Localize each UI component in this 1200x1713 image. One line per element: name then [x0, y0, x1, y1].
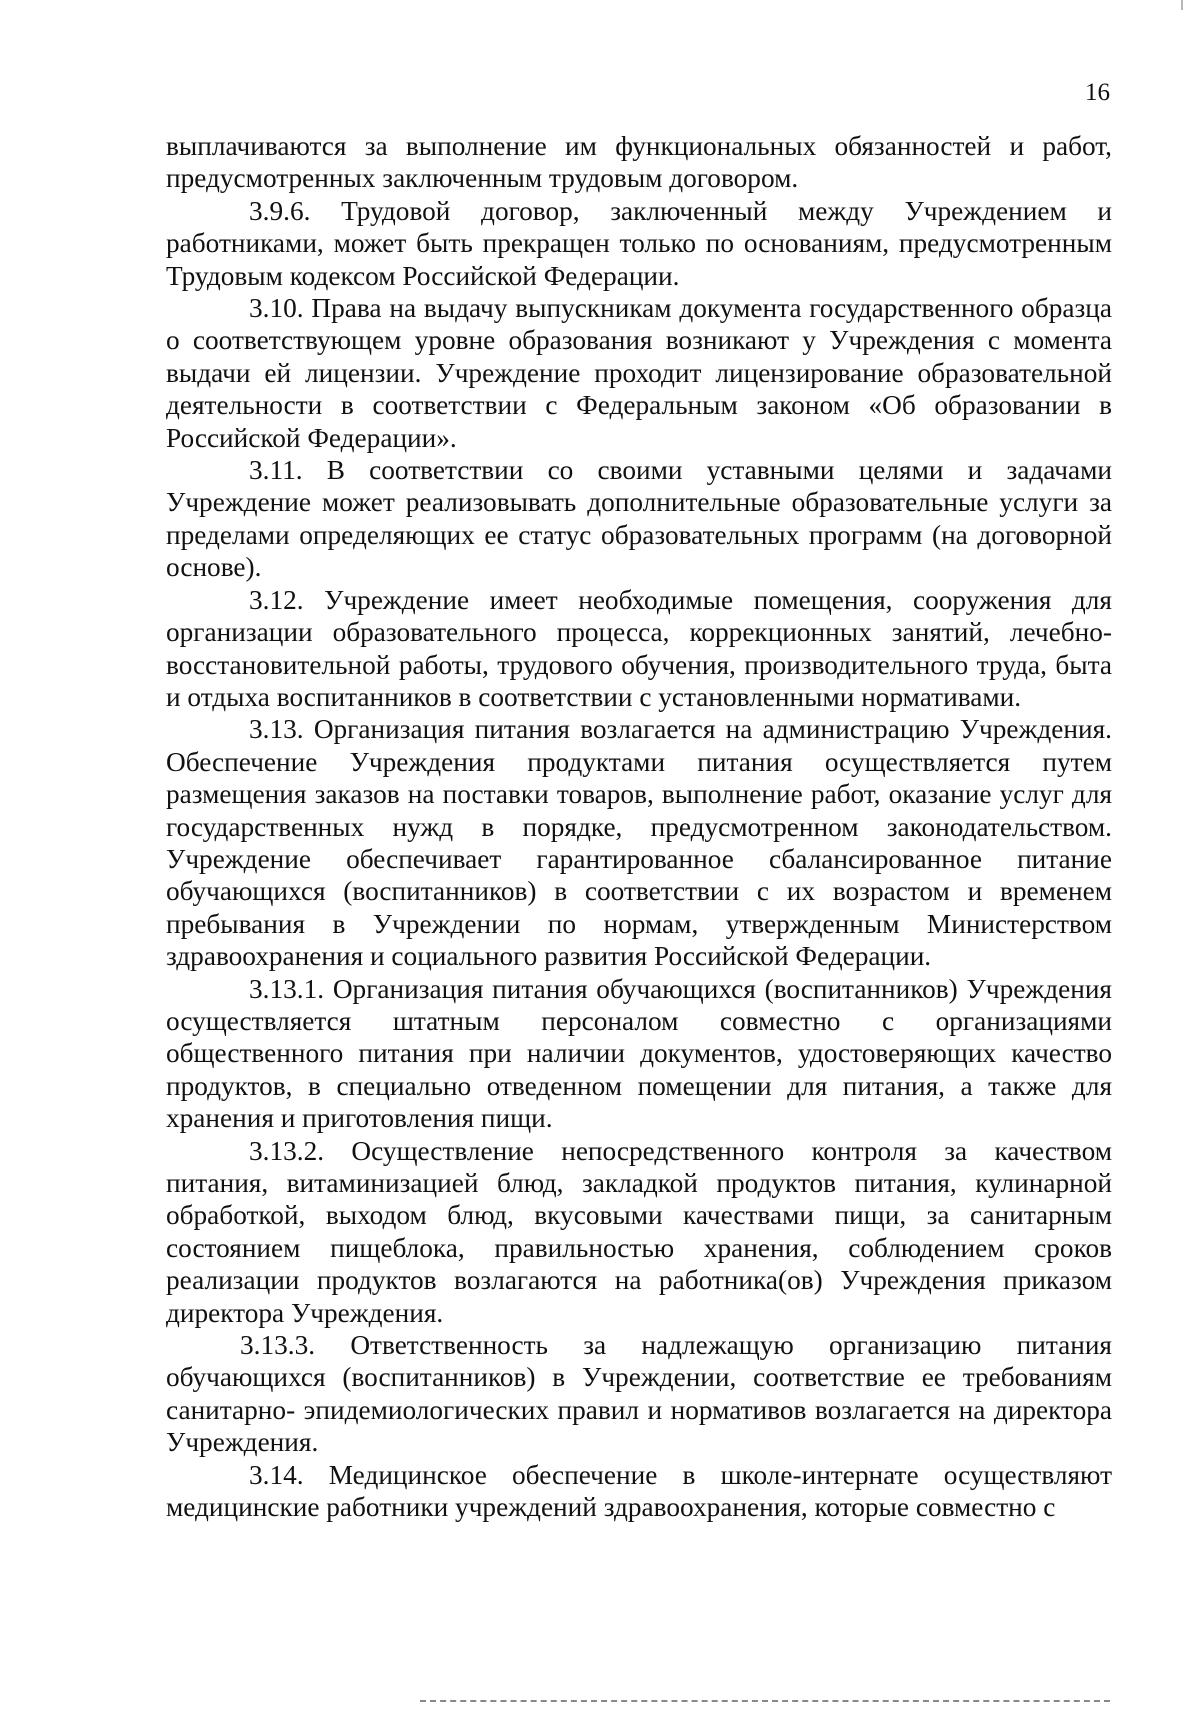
paragraph-3-14: 3.14. Медицинское обеспечение в школе-интернате осуществляют медицинские работники учреждений здравоохранения, которые совместно с — [166, 1459, 1112, 1523]
page-number: 16 — [1085, 79, 1110, 106]
paragraph-3-13-1: 3.13.1. Организация питания обучающихся (воспитанников) Учреждения осуществляется штатным персоналом совместно с организациями общественного питания при наличии документов, удостоверяющих качество продуктов, в специально отведенном помещении для питания, а также для хранения и приготовления пищи. — [166, 973, 1112, 1134]
scan-bottom-rule — [420, 1700, 1110, 1702]
paragraph-3-11: 3.11. В соответствии со своими уставными целями и задачами Учреждение может реализовывать дополнительные образовательные услуги за пределами определяющих ее статус образовательных программ (на договорной основе). — [166, 455, 1112, 583]
paragraph-3-9-6: 3.9.6. Трудовой договор, заключенный между Учреждением и работниками, может быть прекращен только по основаниям, предусмотренным Трудовым кодексом Российской Федерации. — [166, 195, 1112, 291]
scan-edge-mark — [1181, 0, 1183, 10]
paragraph-3-12: 3.12. Учреждение имеет необходимые помещения, сооружения для организации образовательного процесса, коррекционных занятий, лечебно-восстановительной работы, трудового обучения, производительного труда, быта и отдыха воспитанников в соответствии с установленными нормативами. — [166, 584, 1112, 712]
paragraph-3-13-3: 3.13.3. Ответственность за надлежащую организацию питания обучающихся (воспитанников) в Учреждении, соответствие ее требованиям санитарно- эпидемиологических правил и нормативов возлагается на директора Учреждения. — [166, 1330, 1112, 1458]
document-body — [166, 130, 1112, 1523]
paragraph-3-13-2: 3.13.2. Осуществление непосредственного контроля за качеством питания, витаминизацией блюд, закладкой продуктов питания, кулинарной обработкой, выходом блюд, вкусовыми качествами пищи, за санитарным состоянием пищеблока, правильностью хранения, соблюдением сроков реализации продуктов возлагаются на работника(ов) Учреждения приказом директора Учреждения. — [166, 1135, 1112, 1328]
paragraph-3-13: 3.13. Организация питания возлагается на администрацию Учреждения. Обеспечение Учреждения продуктами питания осуществляется путем размещения заказов на поставки товаров, выполнение работ, оказание услуг для государственных нужд в порядке, предусмотренном законодательством. Учреждение обеспечивает гарантированное сбалансированное питание обучающихся (воспитанников) в соответствии с их возрастом и временем пребывания в Учреждении по нормам, утвержденным Министерством здравоохранения и социального развития Российской Федерации. — [166, 714, 1112, 972]
paragraph-3-10: 3.10. Права на выдачу выпускникам документа государственного образца о соответствующем уровне образования возникают у Учреждения с момента выдачи ей лицензии. Учреждение проходит лицензирование образовательной деятельности в соответствии с Федеральным законом «Об образовании в Российской Федерации». — [166, 293, 1112, 453]
paragraph-continuation: выплачиваются за выполнение им функциональных обязанностей и работ, предусмотренных заключенным трудовым договором. — [166, 131, 1112, 194]
